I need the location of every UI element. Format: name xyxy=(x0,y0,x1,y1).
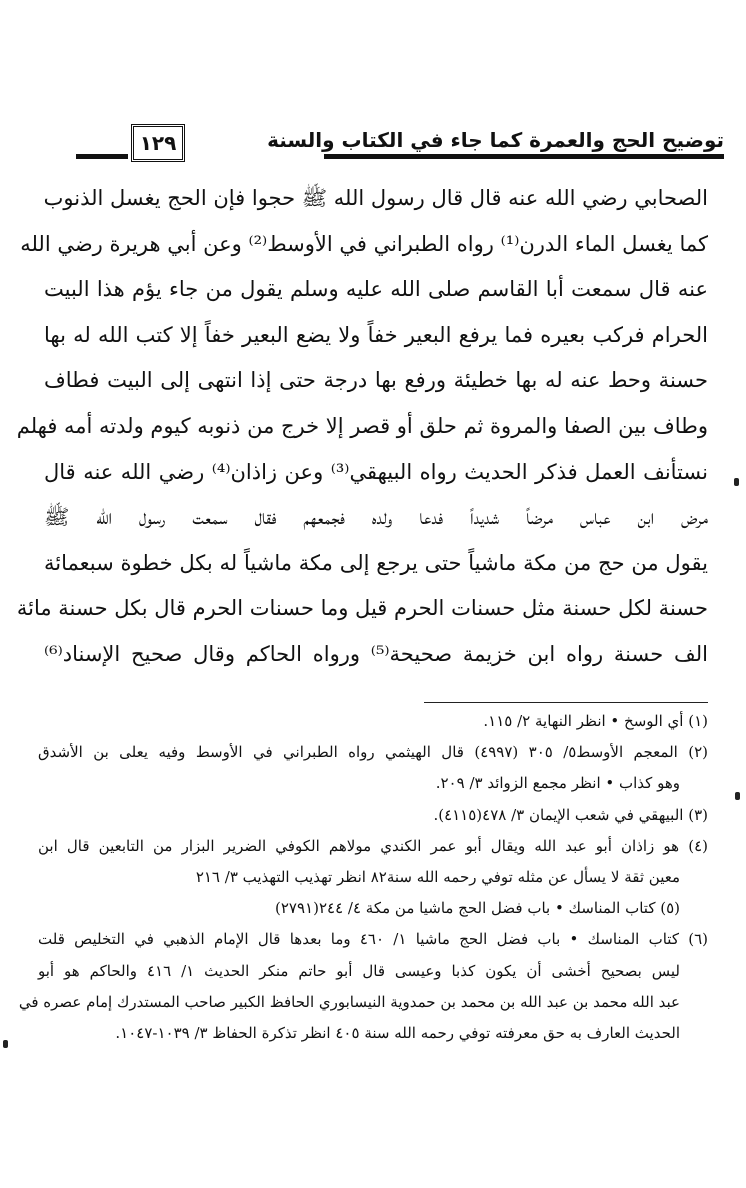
body-line: الصحابي رضي الله عنه قال قال رسول الله ﷺ حجوا فإن الحج يغسل الذنوب xyxy=(43,186,708,210)
body-line: وطاف بين الصفا والمروة ثم حلق أو قصر إلا خرج من ذنوبه كيوم ولدته أمه فهلم xyxy=(16,413,708,438)
running-header-title: توضيح الحج والعمرة كما جاء في الكتاب والسنة xyxy=(267,128,724,152)
footnote-6-continued: ليس بصحيح أخشى أن يكون كذبا وعيسى قال أبو حاتم منكر الحديث ١/ ٤١٦ والحاكم هو أبو xyxy=(38,961,681,980)
margin-mark xyxy=(3,1040,8,1048)
footnote-3: (٣) البيهقي في شعب الإيمان ٣/ ٤٧٨(٤١١٥). xyxy=(433,805,708,824)
margin-mark xyxy=(735,792,740,800)
footnote-6: (٦) كتاب المناسك • باب فضل الحج ماشيا ١/ ٤٦٠ وما بعدها قال الإمام الذهبي في التخليص قلت xyxy=(38,930,709,949)
footnote-2: (٢) المعجم الأوسط٥/ ٣٠٥ (٤٩٩٧) قال الهيثمي رواه الطبراني في الأوسط وفيه يعلى بن الأشدق xyxy=(38,743,708,762)
page-number: ١٢٩ xyxy=(131,124,185,162)
body-line: حسنة لكل حسنة مثل حسنات الحرم قيل وما حسنات الحرم قال بكل حسنة مائة xyxy=(16,596,708,621)
body-line: كما يغسل الماء الدرن⁽¹⁾ رواه الطبراني في الأوسط⁽²⁾ وعن أبي هريرة رضي الله xyxy=(20,231,708,256)
margin-mark xyxy=(734,478,739,486)
footnote-separator xyxy=(424,702,708,703)
footnote-1: (١) أي الوسخ • انظر النهاية ٢/ ١١٥. xyxy=(483,712,708,730)
footnote-4: (٤) هو زاذان أبو عبد الله ويقال أبو عمر الكندي مولاهم الكوفي الضرير البزار من التابعين قال ابن xyxy=(38,836,708,855)
footnote-6-continued: عبد الله محمد بن عبد الله بن محمد بن حمدوية النيسابوري الحافظ الكبير صاحب المستدرك إمام عصره في xyxy=(18,992,680,1011)
body-line: مرض ابن عباس مرضاً شديداً فدعا ولده فجمعهم فقال سمعت رسول الله ﷺ xyxy=(44,505,708,530)
body-line: عنه قال سمعت أبا القاسم صلى الله عليه وسلم يقول من جاء يؤم هذا البيت xyxy=(44,277,708,302)
main-text xyxy=(16,176,708,678)
body-line: الحرام فركب بعيره فما يرفع البعير خفاً ولا يضع البعير خفاً إلا كتب الله له بها xyxy=(44,322,708,347)
body-line: يقول من حج من مكة ماشياً حتى يرجع إلى مكة ماشياً له بكل خطوة سبعمائة xyxy=(44,550,708,575)
footnote-4-continued: معين ثقة لا يسأل عن مثله توفي رحمه الله سنة٨٢ انظر تهذيب التهذيب ٣/ ٢١٦ xyxy=(195,867,680,886)
header-rule-left xyxy=(76,154,128,159)
footnote-2-continued: وهو كذاب • انظر مجمع الزوائد ٣/ ٢٠٩. xyxy=(435,774,680,793)
body-line: حسنة وحط عنه له بها خطيئة ورفع بها درجة حتى إذا انتهى إلى البيت فطاف xyxy=(44,368,708,393)
footnote-6-continued: الحديث العارف به حق معرفته توفي رحمه الله سنة ٤٠٥ انظر تذكرة الحفاظ ٣/ ١٠٣٩-١٠٤٧. xyxy=(115,1023,680,1042)
body-line: الف حسنة رواه ابن خزيمة صحيحة⁽⁵⁾ ورواه الحاكم وقال صحيح الإسناد⁽⁶⁾ xyxy=(44,641,708,666)
body-line: نستأنف العمل فذكر الحديث رواه البيهقي⁽³⁾ وعن زاذان⁽⁴⁾ رضي الله عنه قال xyxy=(44,459,708,484)
header-rule-right xyxy=(324,154,724,159)
footnotes xyxy=(18,706,709,1049)
footnote-5: (٥) كتاب المناسك • باب فضل الحج ماشيا من مكة ٤/ ٢٤٤(٢٧٩١) xyxy=(275,899,680,918)
